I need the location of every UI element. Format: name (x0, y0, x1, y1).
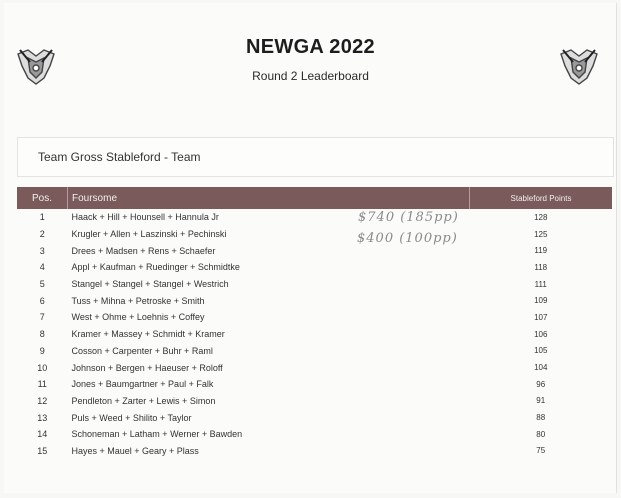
row-foursome: Puls + Weed + Shilito + Taylor (71, 412, 192, 423)
row-points: 75 (536, 446, 546, 456)
row-points: 119 (534, 246, 548, 256)
table-row (17, 292, 612, 309)
row-points: 107 (534, 312, 548, 322)
row-position: 13 (37, 412, 48, 423)
table-header-row (17, 187, 612, 209)
row-foursome: West + Ohme + Loehnis + Coffey (71, 312, 205, 323)
table-row (17, 443, 612, 460)
table-row (17, 309, 612, 326)
row-foursome: Kramer + Massey + Schmidt + Kramer (71, 329, 225, 340)
row-foursome: Krugler + Allen + Laszinski + Pechinski (71, 229, 227, 240)
handwritten-note: $740 (185pp) (358, 210, 459, 225)
row-foursome: Tuss + Mihna + Petroske + Smith (71, 295, 205, 306)
row-points: 96 (536, 379, 546, 389)
row-foursome: Cosson + Carpenter + Buhr + Raml (71, 345, 213, 356)
row-position: 3 (39, 245, 45, 256)
row-position: 12 (37, 395, 48, 406)
table-row (17, 376, 612, 393)
row-position: 6 (39, 295, 45, 306)
section-title: Team Gross Stableford - Team (38, 150, 201, 164)
row-points: 91 (536, 396, 546, 406)
row-position: 8 (39, 329, 45, 340)
row-points: 80 (536, 429, 546, 439)
row-foursome: Hayes + Mauel + Geary + Plass (71, 445, 199, 456)
leaderboard-table (17, 187, 612, 459)
column-header-foursome: Foursome (68, 187, 470, 209)
row-foursome: Jones + Baumgartner + Paul + Falk (71, 379, 214, 390)
row-points: 118 (534, 262, 548, 272)
row-foursome: Haack + Hill + Hounsell + Hannula Jr (71, 212, 219, 223)
row-points: 105 (534, 346, 548, 356)
row-points: 106 (534, 329, 548, 339)
table-row (17, 259, 612, 276)
row-position: 10 (37, 362, 48, 373)
row-foursome: Stangel + Stangel + Stangel + Westrich (71, 279, 229, 290)
table-row (17, 359, 612, 376)
table-row (17, 393, 612, 410)
row-points: 125 (534, 229, 548, 239)
row-position: 11 (37, 379, 47, 390)
row-points: 88 (536, 413, 546, 423)
table-row (17, 242, 612, 259)
table-row (17, 409, 612, 426)
column-header-pos: Pos. (31, 192, 52, 204)
row-points: 109 (534, 296, 548, 306)
row-foursome: Schoneman + Latham + Werner + Bawden (71, 429, 243, 440)
row-points: 128 (534, 212, 548, 222)
section-header (17, 137, 614, 177)
table-row (17, 276, 612, 293)
row-position: 1 (39, 212, 45, 223)
row-position: 14 (37, 429, 48, 440)
row-position: 9 (39, 345, 45, 356)
row-points: 111 (534, 279, 547, 289)
row-foursome: Drees + Madsen + Rens + Schaefer (71, 245, 216, 256)
row-foursome: Appl + Kaufman + Ruedinger + Schmidtke (71, 262, 240, 273)
row-points: 104 (534, 363, 548, 373)
row-position: 4 (39, 262, 45, 273)
table-row (17, 326, 612, 343)
handwritten-note: $400 (100pp) (357, 231, 458, 246)
page-title: NEWGA 2022 (246, 36, 375, 58)
row-position: 5 (39, 279, 45, 290)
row-foursome: Pendleton + Zarter + Lewis + Simon (71, 395, 216, 406)
row-position: 15 (37, 445, 48, 456)
table-row (17, 209, 612, 226)
row-position: 2 (39, 229, 45, 240)
page-subtitle: Round 2 Leaderboard (252, 69, 369, 83)
table-row (17, 426, 612, 443)
row-foursome: Johnson + Bergen + Haeuser + Roloff (71, 362, 223, 373)
row-position: 7 (39, 312, 45, 323)
table-row (17, 226, 612, 243)
column-header-points: Stableford Points (470, 187, 613, 209)
table-row (17, 343, 612, 360)
